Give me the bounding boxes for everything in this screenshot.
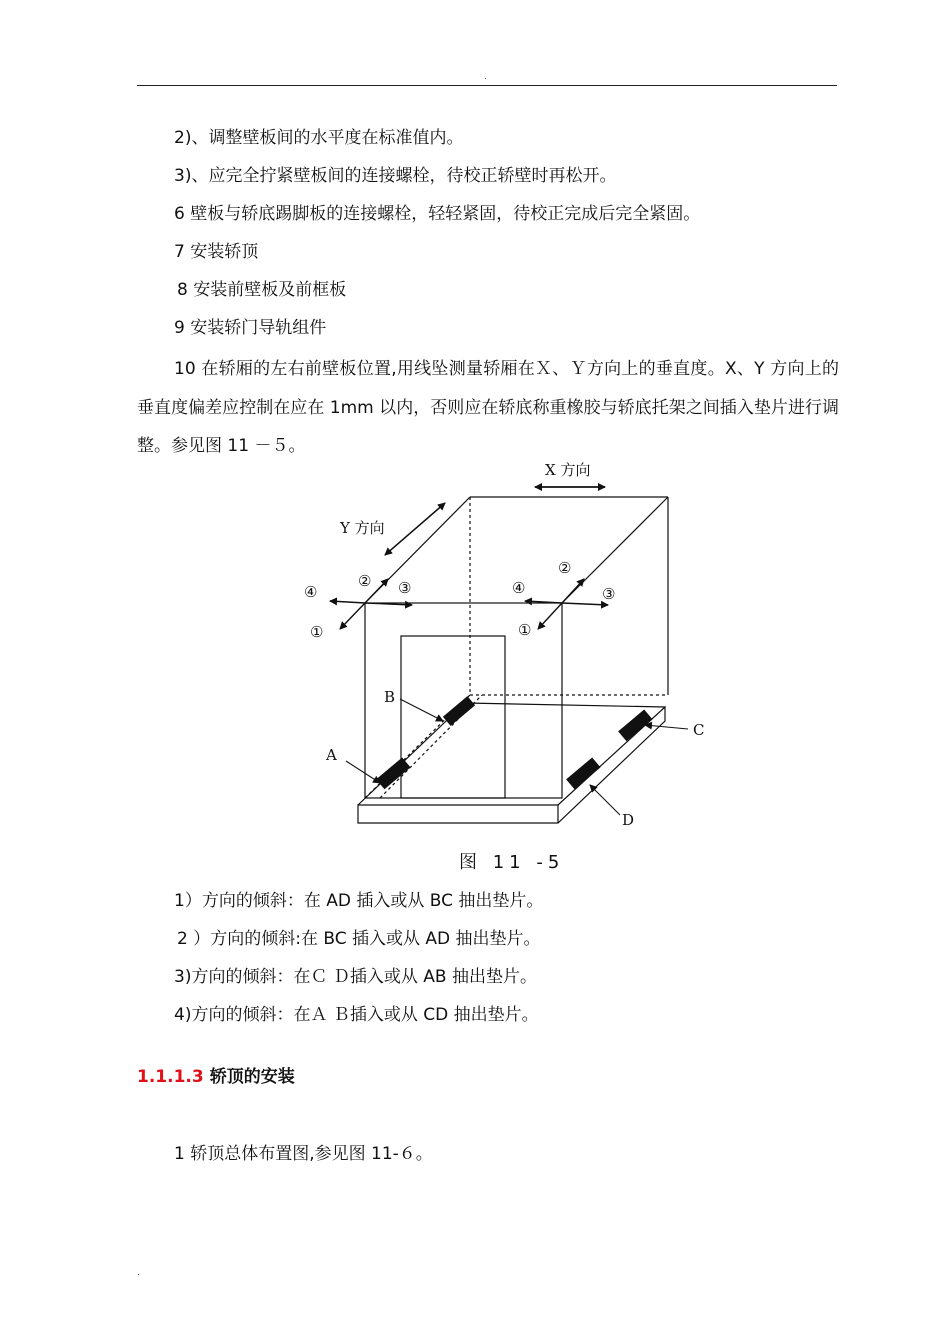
section-heading bbox=[137, 1060, 295, 1094]
paragraph-install-door-rail: 9 安装轿门导轨组件 bbox=[174, 318, 327, 338]
pad-b bbox=[443, 696, 475, 726]
circled-3-left: ③ bbox=[398, 579, 412, 597]
circled-1-left: ① bbox=[310, 623, 324, 641]
paragraph-kickplate-bolts: 6 壁板与轿底踢脚板的连接螺栓，轻轻紧固，待校正完成后完全紧固。 bbox=[174, 204, 701, 224]
pad-d bbox=[566, 757, 600, 789]
circled-4-right: ④ bbox=[512, 579, 526, 597]
paragraph-adjust-level: 2)、调整壁板间的水平度在标准值内。 bbox=[174, 128, 464, 148]
footer-dot: . bbox=[137, 1268, 140, 1278]
paragraph-install-front-panel: 8 安装前壁板及前框板 bbox=[177, 280, 347, 300]
circled-1-right: ① bbox=[518, 621, 532, 639]
tilt-item-4: 4)方向的倾斜：在Ａ Ｂ插入或从 CD 抽出垫片。 bbox=[174, 1005, 539, 1025]
paragraph-install-roof: 7 安装轿顶 bbox=[174, 242, 259, 262]
tilt-item-3: 3)方向的倾斜：在Ｃ Ｄ插入或从 AB 抽出垫片。 bbox=[174, 967, 537, 987]
circled-2-left: ② bbox=[358, 572, 372, 590]
car-verticality-figure bbox=[300, 455, 720, 835]
tilt-item-1: 1）方向的倾斜：在 AD 插入或从 BC 抽出垫片。 bbox=[174, 891, 544, 911]
figure-caption: 图 11 -5 bbox=[459, 852, 565, 873]
paragraph-tighten-bolts: 3)、应完全拧紧壁板间的连接螺栓，待校正轿壁时再松开。 bbox=[174, 166, 617, 186]
label-d: D bbox=[622, 811, 635, 829]
label-c: C bbox=[693, 721, 705, 739]
section-title: 轿顶的安装 bbox=[209, 1067, 295, 1087]
circled-4-left: ④ bbox=[304, 583, 318, 601]
y-direction-label: Y 方向 bbox=[340, 519, 385, 537]
label-a: A bbox=[326, 746, 337, 764]
x-direction-label: X 方向 bbox=[545, 461, 591, 479]
paragraph-verticality: 10 在轿厢的左右前壁板位置,用线坠测量轿厢在Ｘ、Ｙ方向上的垂直度。X、Y 方向上的垂直度偏差应控制在应在 1mm 以内，否则应在轿底称重橡胶与轿底托架之间插入垫片进行调整。参见图 11 －５。 bbox=[137, 359, 839, 456]
circled-3-right: ③ bbox=[602, 585, 616, 603]
header-dot: . bbox=[484, 72, 487, 82]
section-number: 1.1.1.3 bbox=[137, 1067, 204, 1087]
tilt-item-2: 2 ）方向的倾斜:在 BC 插入或从 AD 抽出垫片。 bbox=[177, 929, 541, 949]
header-rule bbox=[137, 85, 837, 86]
label-b: B bbox=[384, 688, 396, 706]
paragraph-roof-layout: 1 轿顶总体布置图,参见图 11-６。 bbox=[174, 1144, 433, 1164]
circled-2-right: ② bbox=[558, 559, 572, 577]
